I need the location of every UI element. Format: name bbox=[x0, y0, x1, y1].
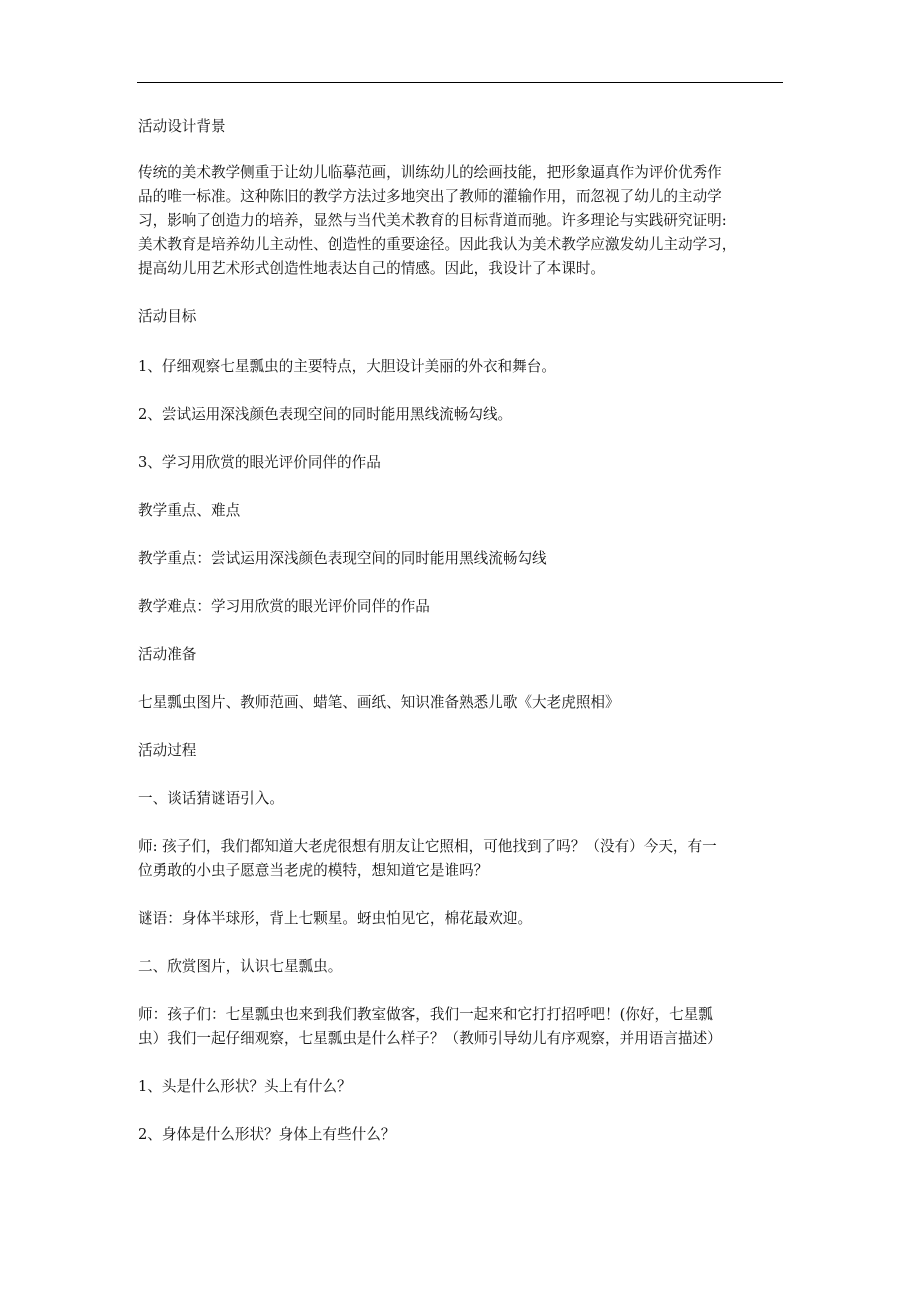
section-heading-background: 活动设计背景 bbox=[138, 118, 226, 135]
paragraph-line: 位勇敢的小虫子愿意当老虎的模特，想知道它是谁吗？ bbox=[138, 862, 489, 879]
paragraph-line: 虫）我们一起仔细观察，七星瓢虫是什么样子？（教师引导幼儿有序观察，并用语言描述） bbox=[138, 1030, 722, 1047]
section-heading-prep: 活动准备 bbox=[138, 646, 197, 663]
paragraph-line: 习，影响了创造力的培养，显然与当代美术教育的目标背道而驰。许多理论与实践研究证明: bbox=[138, 212, 727, 229]
paragraph-line: 师：孩子们：七星瓢虫也来到我们教室做客，我们一起来和它打打招呼吧！(你好，七星瓢 bbox=[138, 1006, 713, 1023]
section-heading-keypoints: 教学重点、难点 bbox=[138, 502, 241, 519]
goal-item-3: 3、学习用欣赏的眼光评价同伴的作品 bbox=[138, 454, 381, 471]
question-2: 2、身体是什么形状？身体上有些什么？ bbox=[138, 1126, 396, 1143]
paragraph-line: 提高幼儿用艺术形式创造性地表达自己的情感。因此，我设计了本课时。 bbox=[138, 260, 606, 277]
step-1-heading: 一、谈话猜谜语引入。 bbox=[138, 790, 284, 807]
paragraph-line: 品的唯一标准。这种陈旧的教学方法过多地突出了教师的灌输作用，而忽视了幼儿的主动学 bbox=[138, 188, 722, 205]
difficulty-text: 教学难点：学习用欣赏的眼光评价同伴的作品 bbox=[138, 598, 430, 615]
section-heading-goals: 活动目标 bbox=[138, 308, 197, 325]
goal-item-2: 2、尝试运用深浅颜色表现空间的同时能用黑线流畅勾线。 bbox=[138, 406, 513, 423]
background-paragraph bbox=[138, 161, 784, 281]
keypoint-text: 教学重点：尝试运用深浅颜色表现空间的同时能用黑线流畅勾线 bbox=[138, 550, 547, 567]
riddle-text: 谜语：身体半球形，背上七颗星。蚜虫怕见它，棉花最欢迎。 bbox=[138, 910, 533, 927]
paragraph-line: 师: 孩子们，我们都知道大老虎很想有朋友让它照相，可他找到了吗？（没有）今天，有一 bbox=[138, 838, 717, 855]
section-heading-process: 活动过程 bbox=[138, 742, 197, 759]
question-1: 1、头是什么形状？头上有什么？ bbox=[138, 1078, 352, 1095]
prep-text: 七星瓢虫图片、教师范画、蜡笔、画纸、知识准备熟悉儿歌《大老虎照相》 bbox=[138, 694, 620, 711]
teacher-dialogue-2 bbox=[138, 1003, 784, 1051]
paragraph-line: 美术教育是培养幼儿主动性、创造性的重要途径。因此我认为美术教学应激发幼儿主动学习， bbox=[138, 236, 737, 253]
goal-item-1: 1、仔细观察七星瓢虫的主要特点，大胆设计美丽的外衣和舞台。 bbox=[138, 358, 556, 375]
header-rule bbox=[137, 82, 783, 83]
paragraph-line: 传统的美术教学侧重于让幼儿临摹范画，训练幼儿的绘画技能，把形象逼真作为评价优秀作 bbox=[138, 164, 722, 181]
teacher-dialogue-1 bbox=[138, 835, 784, 883]
step-2-heading: 二、欣赏图片，认识七星瓢虫。 bbox=[138, 958, 343, 975]
